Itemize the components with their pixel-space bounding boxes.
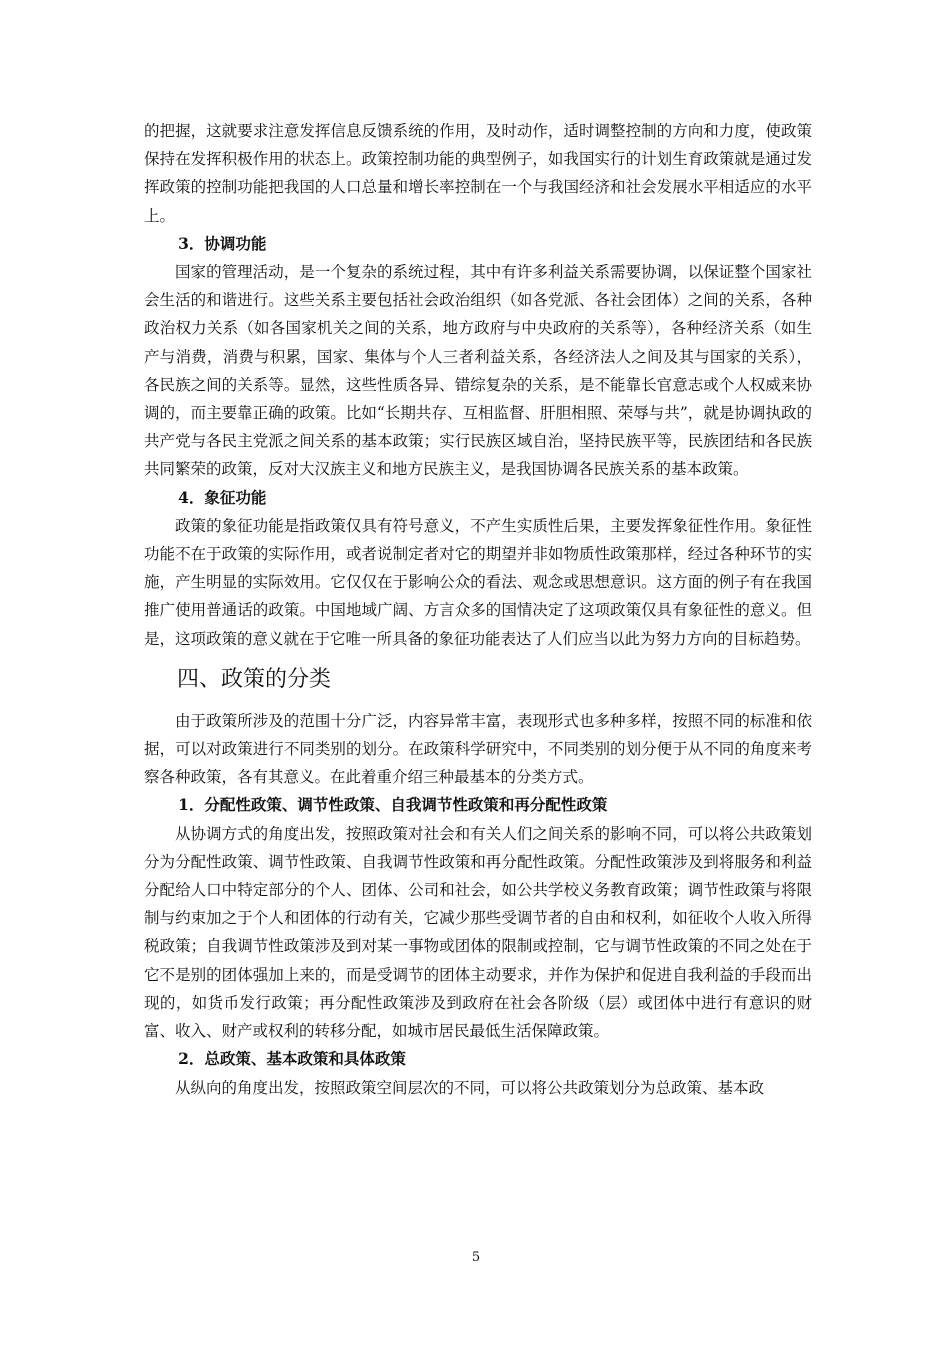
paragraph-coordination-function: 国家的管理活动，是一个复杂的系统过程，其中有许多利益关系需要协调，以保证整个国家社会生活的和谐进行。这些关系主要包括社会政治组织（如各党派、各社会团体）之间的关系，各种政治权力关系（如各国家机关之间的关系，地方政府与中央政府的关系等），各种经济关系（如生产与消费，消费与积累，国家、集体与个人三者利益关系，各经济法人之间及其与国家的关系），各民族之间的关系等。显然，这些性质各异、错综复杂的关系，是不能靠长官意志或个人权威来协调的，而主要靠正确的政策。比如“长期共存、互相监督、肝胆相照、荣辱与共”，就是协调执政的共产党与各民主党派之间关系的基本政策；实行民族区域自治，坚持民族平等，民族团结和各民族共同繁荣的政策，反对大汉族主义和地方民族主义，是我国协调各民族关系的基本政策。 (144, 263, 812, 479)
paragraph-control-function-end: 的把握，这就要求注意发挥信息反馈系统的作用，及时动作，适时调整控制的方向和力度，使政策保持在发挥积极作用的状态上。政策控制功能的典型例子，如我国实行的计划生育政策就是通过发挥政策的控制功能把我国的人口总量和增长率控制在一个与我国经济和社会发展水平相适应的水平上。 (144, 122, 812, 225)
paragraph-distributive-policies: 从协调方式的角度出发，按照政策对社会和有关人们之间关系的影响不同，可以将公共政策划分为分配性政策、调节性政策、自我调节性政策和再分配性政策。分配性政策涉及到将服务和利益分配给人口中特定部分的个人、团体、公司和社会，如公共学校义务教育政策；调节性政策与将限制与约束加之于个人和团体的行动有关，它减少那些受调节者的自由和权利，如征收个人收入所得税政策；自我调节性政策涉及到对某一事物或团体的限制或控制，它与调节性政策的不同之处在于它不是别的团体强加上来的，而是受调节的团体主动要求，并作为保护和促进自我利益的手段而出现的，如货币发行政策；再分配性政策涉及到政府在社会各阶级（层）或团体中进行有意识的财富、收入、财产或权利的转移分配，如城市居民最低生活保障政策。 (144, 824, 812, 1041)
page-number: 5 (471, 1250, 481, 1265)
section-heading-policy-classification: 四、政策的分类 (177, 666, 332, 692)
paragraph-general-basic-specific: 从纵向的角度出发，按照政策空间层次的不同，可以将公共政策划分为总政策、基本政 (175, 1078, 765, 1097)
subheading-distributive-policies: 1．分配性政策、调节性政策、自我调节性政策和再分配性政策 (178, 795, 608, 815)
paragraph-symbolic-function: 政策的象征功能是指政策仅具有符号意义，不产生实质性后果，主要发挥象征性作用。象征性功能不在于政策的实际作用，或者说制定者对它的期望并非如物质性政策那样，经过各种环节的实施，产生明显的实际效用。它仅仅在于影响公众的看法、观念或思想意识。这方面的例子有在我国推广使用普通话的政策。中国地域广阔、方言众多的国情决定了这项政策仅具有象征性的意义。但是，这项政策的意义就在于它唯一所具备的象征功能表达了人们应当以此为努力方向的目标趋势。 (144, 516, 812, 648)
subheading-coordination-function: 3．协调功能 (178, 233, 267, 253)
page-body (144, 117, 812, 1102)
subheading-general-basic-specific: 2．总政策、基本政策和具体政策 (178, 1049, 406, 1069)
paragraph-classification-intro: 由于政策所涉及的范围十分广泛，内容异常丰富，表现形式也多种多样，按照不同的标准和依据，可以对政策进行不同类别的划分。在政策科学研究中，不同类别的划分便于从不同的角度来考察各种政策，各有其意义。在此着重介绍三种最基本的分类方式。 (144, 711, 812, 787)
subheading-symbolic-function: 4．象征功能 (178, 487, 267, 507)
